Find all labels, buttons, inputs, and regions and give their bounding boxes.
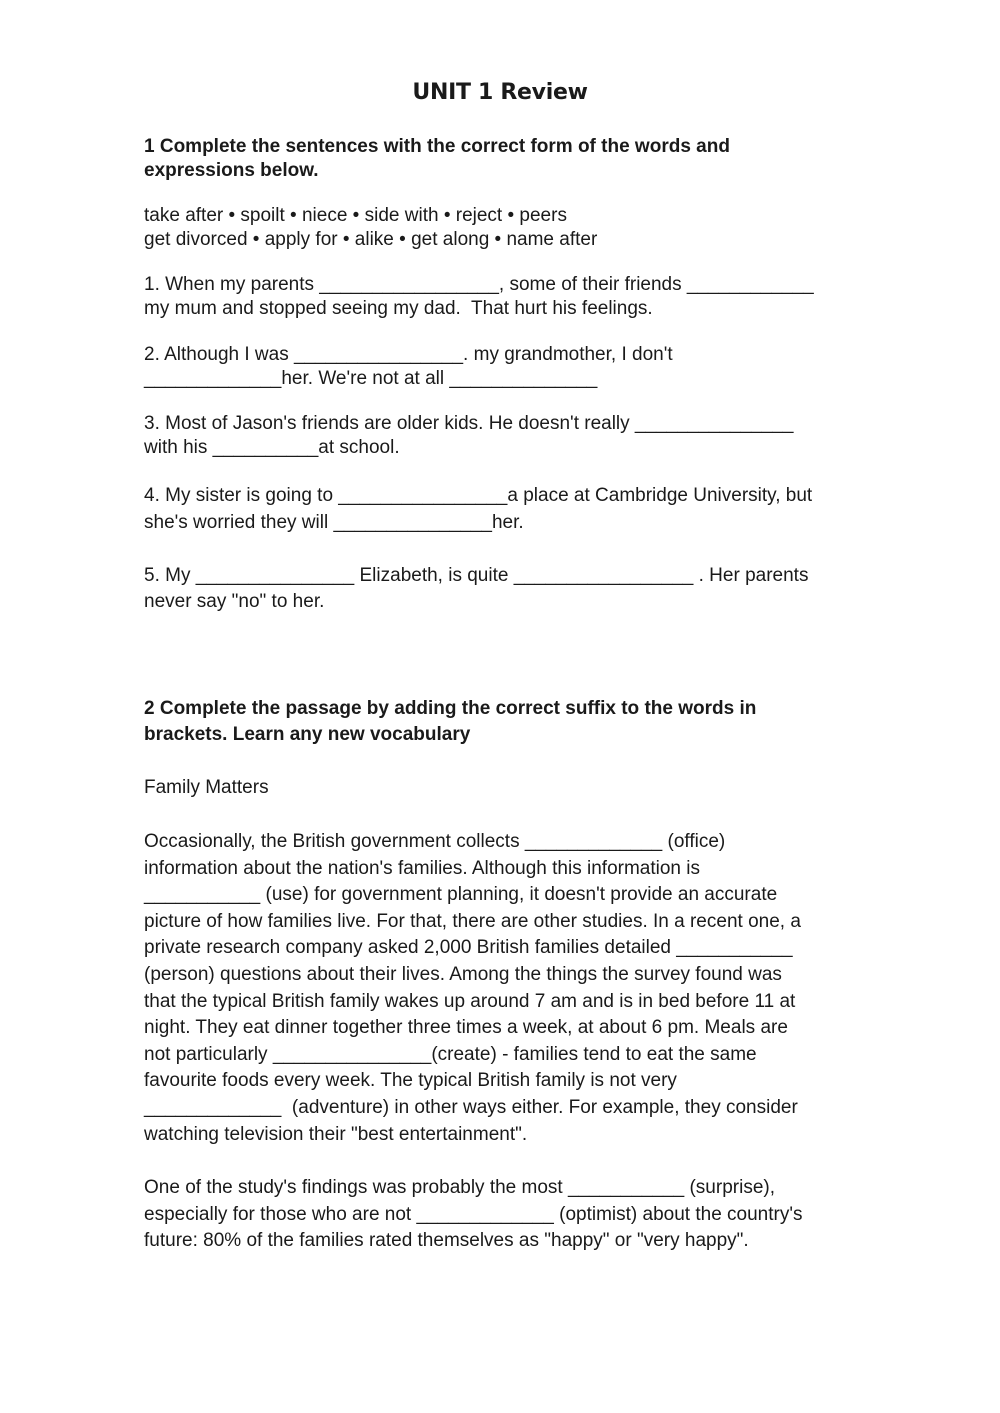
item-line: 3. Most of Jason's friends are older kids. He doesn't really _______________: [144, 413, 794, 434]
item-line: 5. My _______________ Elizabeth, is quite _________________ . Her parents: [144, 565, 809, 586]
word-bank-line: get divorced • apply for • alike • get along • name after: [144, 229, 598, 250]
passage-line: One of the study's findings was probably the most ___________ (surprise),: [144, 1177, 775, 1198]
page-title: UNIT 1 Review: [412, 80, 588, 105]
word-bank: [144, 204, 864, 252]
passage-line: not particularly _______________(create) - families tend to eat the same: [144, 1043, 757, 1065]
section2-heading: [144, 696, 864, 748]
passage-line: night. They eat dinner together three times a week, at about 6 pm. Meals are: [144, 1017, 788, 1039]
passage-line: future: 80% of the families rated themselves as "happy" or "very happy".: [144, 1230, 749, 1252]
passage-line: information about the nation's families. Although this information is: [144, 857, 700, 879]
section1-heading-line: 1 Complete the sentences with the correct form of the words and: [144, 136, 730, 157]
passage-paragraph-2: [144, 1175, 864, 1255]
item-line: she's worried they will _______________her.: [144, 512, 524, 533]
word-bank-line: take after • spoilt • niece • side with • reject • peers: [144, 205, 567, 226]
passage-line: especially for those who are not _____________ (optimist) about the country's: [144, 1203, 803, 1225]
passage-line: Occasionally, the British government collects _____________ (office): [144, 831, 726, 852]
passage-line: ___________ (use) for government planning, it doesn't provide an accurate: [144, 884, 778, 906]
exercise-item-1: [144, 273, 864, 321]
section2-heading-line: 2 Complete the passage by adding the correct suffix to the words in: [144, 698, 757, 719]
exercise-item-3: [144, 412, 864, 460]
passage-paragraph-1: [144, 829, 864, 1148]
passage-title: Family Matters: [144, 777, 269, 798]
item-line: 1. When my parents _________________, some of their friends ____________: [144, 274, 814, 295]
section1-heading-line: expressions below.: [144, 160, 319, 181]
passage-line: watching television their "best entertainment".: [144, 1123, 528, 1145]
item-line: with his __________at school.: [144, 437, 400, 458]
item-line: 2. Although I was ________________. my grandmother, I don't: [144, 344, 673, 365]
exercise-item-5: [144, 563, 864, 615]
section1-heading: [144, 135, 864, 183]
item-line: never say "no" to her.: [144, 591, 325, 612]
exercise-item-4: [144, 482, 864, 536]
passage-line: private research company asked 2,000 British families detailed ___________: [144, 937, 793, 959]
section2-heading-line: brackets. Learn any new vocabulary: [144, 724, 471, 745]
passage-line: _____________ (adventure) in other ways either. For example, they consider: [144, 1096, 798, 1118]
passage-line: picture of how families live. For that, there are other studies. In a recent one, a: [144, 910, 801, 932]
passage-line: that the typical British family wakes up around 7 am and is in bed before 11 at: [144, 990, 796, 1012]
item-line: _____________her. We're not at all ______________: [144, 368, 598, 389]
item-line: 4. My sister is going to ________________a place at Cambridge University, but: [144, 485, 813, 506]
exercise-item-2: [144, 343, 864, 391]
passage-line: favourite foods every week. The typical British family is not very: [144, 1070, 677, 1092]
passage-line: (person) questions about their lives. Among the things the survey found was: [144, 963, 782, 985]
item-line: my mum and stopped seeing my dad. That hurt his feelings.: [144, 298, 653, 319]
